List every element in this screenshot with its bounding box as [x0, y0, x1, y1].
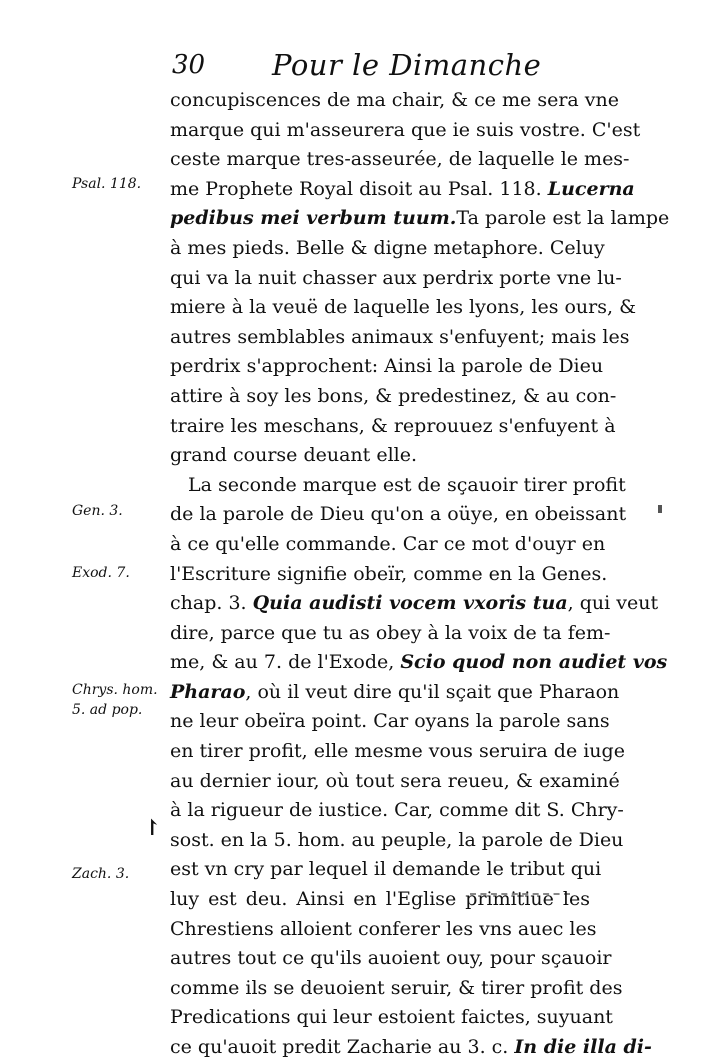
text-line [170, 796, 624, 826]
margin-note-psal: Psal. 118. [72, 176, 142, 192]
line-text: chap. 3. [170, 592, 247, 615]
text-line [170, 293, 636, 323]
text-line [170, 323, 630, 353]
margin-note-chrys-2: 5. ad pop. [72, 702, 143, 718]
text-line [170, 944, 612, 974]
text-line [170, 86, 620, 116]
text-line [170, 737, 625, 767]
text-line [170, 264, 622, 294]
line-text: dire, parce que tu as obey à la voix de ta fem- [170, 621, 611, 644]
line-text: l'Escriture signifie obeïr, comme en la Genes. [170, 562, 608, 585]
latin-quote: pedibus mei verbum tuum. [170, 207, 457, 230]
line-text: , où il veut dire qu'il sçait que Pharaon [245, 680, 620, 703]
line-text: traire les meschans, & reprouuez s'enfuyent à [170, 414, 616, 437]
text-line [170, 471, 626, 501]
line-text: est vn cry par lequel il demande le tribut qui [170, 858, 602, 881]
running-title: Pour le Dimanche [272, 48, 542, 82]
line-text: Predications qui leur estoient faictes, suyuant [170, 1006, 613, 1029]
line-text: à la rigueur de iustice. Car, comme dit S. Chry- [170, 799, 624, 822]
margin-note-chrys: Chrys. hom. [72, 682, 158, 698]
text-line [170, 619, 611, 649]
line-text: autres semblables animaux s'enfuyent; mais les [170, 325, 630, 348]
margin-note-gen: Gen. 3. [72, 503, 123, 519]
text-line [170, 530, 606, 560]
line-text: ce qu'auoit predit Zacharie au 3. c. [170, 1036, 509, 1058]
page-number: 30 [172, 50, 206, 80]
line-text: miere à la veuë de laquelle les lyons, les ours, & [170, 296, 636, 319]
latin-quote: In die illa di- [514, 1036, 652, 1058]
text-line [170, 500, 627, 530]
body-text [170, 86, 670, 1063]
text-line [170, 1033, 652, 1063]
line-text: luy est deu. Ainsi en l'Eglise primitiue les [170, 888, 590, 911]
text-line [170, 382, 617, 412]
line-text: de la parole de Dieu qu'on a oüye, en obeissant [170, 503, 627, 526]
line-text: me, & au 7. de l'Exode, [170, 651, 395, 674]
line-text: comme ils se deuoient seruir, & tirer profit des [170, 976, 623, 999]
text-line [170, 648, 668, 678]
text-line [170, 855, 602, 885]
line-text: , qui veut [567, 592, 659, 615]
text-line [170, 441, 590, 471]
line-text: qui va la nuit chasser aux perdrix porte vne lu- [170, 266, 622, 289]
text-line [170, 826, 624, 856]
line-text: Ta parole est la lampe [456, 207, 670, 230]
line-text: marque qui m'asseurera que ie suis vostre. C'est [170, 118, 641, 141]
text-line [170, 352, 604, 382]
latin-quote: Lucerna [547, 177, 635, 200]
text-line [170, 560, 608, 590]
line-text: La seconde marque est de sçauoir tirer profit [188, 473, 626, 496]
line-text: à ce qu'elle commande. Car ce mot d'ouyr en [170, 532, 606, 555]
line-text: au dernier iour, où tout sera reueu, & examiné [170, 769, 620, 792]
line-text: ceste marque tres-asseurée, de laquelle le mes- [170, 148, 630, 171]
latin-quote: Pharao [170, 680, 246, 703]
margin-note-zach: Zach. 3. [72, 866, 130, 882]
line-text: concupiscences de ma chair, & ce me sera vne [170, 89, 620, 111]
ink-speck [658, 505, 662, 513]
text-line [170, 204, 670, 234]
latin-quote: Scio quod non audiet vos [400, 651, 668, 674]
line-text: me Prophete Royal disoit au Psal. 118. [170, 177, 542, 200]
line-text: grand course deuant elle. [170, 444, 418, 467]
latin-quote: Quia audisti vocem vxoris tua [252, 592, 568, 615]
text-line [170, 885, 590, 915]
line-text: attire à soy les bons, & predestinez, & au con- [170, 384, 617, 407]
line-text: autres tout ce qu'ils auoient ouy, pour sçauoir [170, 947, 612, 970]
text-line [170, 767, 620, 797]
line-text: ne leur obeïra point. Car oyans la parole sans [170, 710, 610, 733]
page-header [172, 48, 612, 88]
line-text: perdrix s'approchent: Ainsi la parole de Dieu [170, 355, 604, 378]
text-line [170, 678, 620, 708]
text-line [170, 234, 605, 264]
text-line [170, 915, 597, 945]
line-text: à mes pieds. Belle & digne metaphore. Celuy [170, 236, 605, 259]
text-line [170, 589, 659, 619]
text-line [170, 974, 623, 1004]
margin-mark: ↾ [143, 815, 162, 841]
line-text: en tirer profit, elle mesme vous seruira de iuge [170, 740, 625, 763]
text-line [170, 707, 610, 737]
margin-note-exod: Exod. 7. [72, 565, 130, 581]
text-line [170, 145, 630, 175]
text-line [170, 116, 641, 146]
line-text: Chrestiens alloient conferer les vns auec les [170, 917, 597, 940]
text-line [170, 175, 635, 205]
text-line [170, 412, 616, 442]
line-text: sost. en la 5. hom. au peuple, la parole de Dieu [170, 828, 624, 851]
